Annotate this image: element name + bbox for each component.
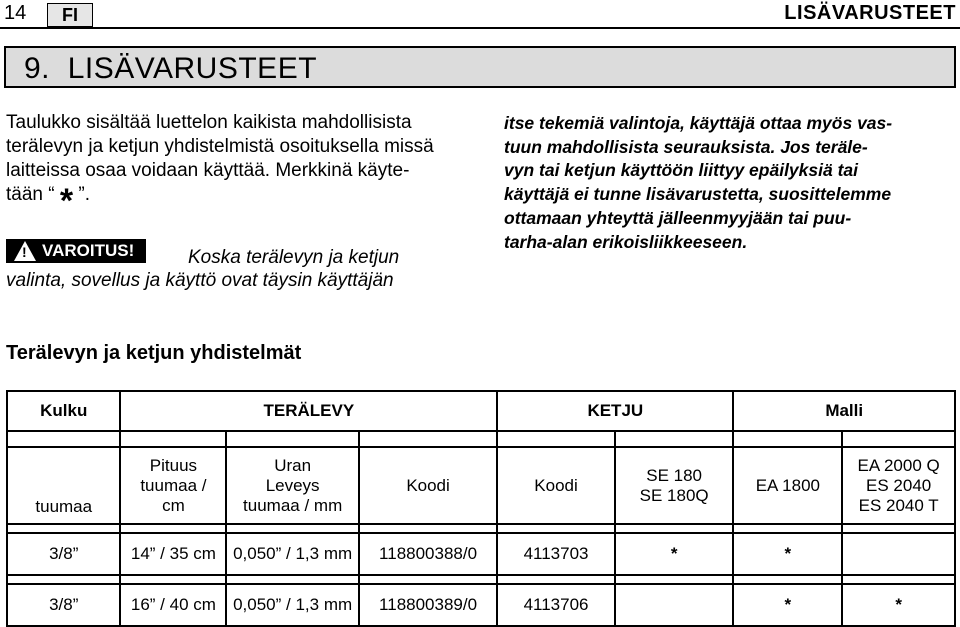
subheader-gauge-line: Leveys — [265, 475, 320, 495]
asterisk-mark: * — [59, 182, 74, 220]
subheader-length-line: tuumaa / — [140, 475, 207, 495]
cell-chain-code: 4113703 — [497, 533, 615, 575]
warning-badge — [6, 239, 146, 263]
model-line: SE 180 — [646, 465, 703, 485]
right-line: vyn tai ketjun käyttöön liittyy epäilyksiä tai — [504, 160, 859, 181]
group-header-pitch: Kulku — [7, 391, 120, 431]
right-line: tarha-alan erikoisliikkeeseen. — [504, 231, 748, 252]
cell-model-3 — [842, 533, 955, 575]
intro-line: terälevyn ja ketjun yhdistelmistä osoituksella missä — [6, 136, 434, 157]
table-spacer — [7, 431, 955, 447]
cell-bar-code: 118800389/0 — [359, 584, 497, 626]
section-title: 9. LISÄVARUSTEET — [24, 52, 318, 85]
right-line: ottamaan yhteyttä jälleenmyyjään tai puu- — [504, 207, 852, 228]
subheader-bar-code: Koodi — [359, 447, 497, 524]
warning-badge-label: VAROITUS! — [42, 241, 135, 260]
cell-length: 16” / 40 cm — [120, 584, 226, 626]
subheader-gauge-line: Uran — [274, 455, 312, 475]
table-row — [7, 584, 955, 626]
warning-text-line2: valinta, sovellus ja käyttö ovat täysin käyttäjän — [6, 270, 394, 291]
cell-gauge: 0,050” / 1,3 mm — [226, 533, 359, 575]
intro-line: Taulukko sisältää luettelon kaikista mahdollisista — [6, 112, 412, 133]
intro-last-prefix: tään “ — [6, 184, 55, 205]
subheader-chain-code: Koodi — [497, 447, 615, 524]
cell-bar-code: 118800388/0 — [359, 533, 497, 575]
intro-paragraph — [6, 111, 476, 220]
right-line: tuun mahdollisista seurauksista. Jos teräle- — [504, 136, 868, 157]
table-group-header-row — [7, 391, 955, 431]
subheader-length-line: Pituus — [149, 455, 198, 475]
subheader-pitch-unit: tuumaa — [7, 447, 120, 524]
model-line: EA 2000 Q — [857, 455, 940, 475]
model-line: ES 2040 — [866, 475, 932, 495]
cell-model-1: * — [615, 533, 734, 575]
table-subheader-row — [7, 447, 955, 524]
cell-model-2: * — [733, 533, 842, 575]
cell-model-3: * — [842, 584, 955, 626]
subheader-model-1 — [615, 447, 734, 524]
cell-pitch: 3/8” — [7, 533, 120, 575]
combination-table — [6, 390, 956, 627]
table-spacer — [7, 575, 955, 584]
subheader-model-2: EA 1800 — [733, 447, 842, 524]
model-line: ES 2040 T — [858, 495, 939, 515]
model-line: SE 180Q — [639, 485, 709, 505]
intro-line-last — [6, 182, 476, 220]
group-header-chain: KETJU — [497, 391, 733, 431]
cell-length: 14” / 35 cm — [120, 533, 226, 575]
language-badge: FI — [47, 3, 93, 27]
cell-model-2: * — [733, 584, 842, 626]
cell-gauge: 0,050” / 1,3 mm — [226, 584, 359, 626]
page-number: 14 — [4, 2, 27, 24]
cell-chain-code: 4113706 — [497, 584, 615, 626]
intro-last-suffix: ”. — [78, 184, 90, 205]
subheader-length — [120, 447, 226, 524]
right-line: itse tekemiä valintoja, käyttäjä ottaa myös vas- — [504, 113, 893, 133]
group-header-bar: TERÄLEVY — [120, 391, 497, 431]
intro-line: laitteissa osaa voidaan käyttää. Merkkinä käyte- — [6, 160, 410, 181]
subheader-gauge — [226, 447, 359, 524]
cell-pitch: 3/8” — [7, 584, 120, 626]
header-title: LISÄVARUSTEET — [784, 2, 956, 24]
header-divider — [0, 27, 960, 29]
table-spacer — [7, 524, 955, 533]
warning-text-line1: Koska terälevyn ja ketjun — [188, 247, 400, 268]
subheader-model-3 — [842, 447, 955, 524]
subheader-length-line: cm — [162, 495, 185, 515]
group-header-model: Malli — [733, 391, 955, 431]
subheader-gauge-line: tuumaa / mm — [243, 495, 343, 515]
right-line: käyttäjä ei tunne lisävarustetta, suosittelemme — [504, 184, 892, 205]
warning-continuation — [504, 112, 956, 254]
table-heading: Terälevyn ja ketjun yhdistelmät — [6, 342, 302, 364]
warning-triangle-icon — [14, 241, 36, 261]
table-row — [7, 533, 955, 575]
cell-model-1 — [615, 584, 734, 626]
